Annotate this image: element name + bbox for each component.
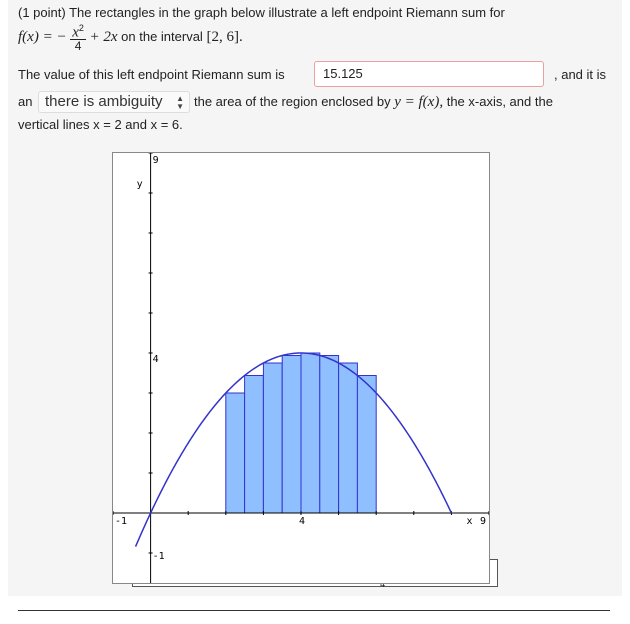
riemann-rect-5 [301, 353, 320, 513]
x-tick-label: x [466, 516, 473, 527]
comparison-select[interactable] [38, 91, 190, 113]
fx-label: f(x) = − [18, 29, 67, 46]
x-tick-label: -1 [115, 516, 128, 527]
riemann-graph-frame [112, 152, 490, 584]
riemann-rect-6 [320, 356, 339, 514]
riemann-rect-1 [226, 393, 245, 513]
interval-text: on the interval [121, 29, 203, 45]
fx-rest: + 2x [89, 29, 118, 46]
value-suffix: , and it is [554, 67, 607, 82]
value-prefix: The value of this left endpoint Riemann sum is [18, 67, 285, 82]
select-arrows-icon: ▲ ▼ [176, 94, 184, 111]
an-label: an [18, 94, 33, 109]
riemann-rect-8 [357, 376, 376, 514]
riemann-rect-2 [245, 376, 264, 514]
area-sentence [194, 94, 553, 111]
interval: [2, 6]. [206, 29, 243, 46]
riemann-sum-answer-input[interactable]: 15.125 [314, 61, 544, 87]
riemann-graph [113, 153, 489, 583]
problem-intro: (1 point) The rectangles in the graph below illustrate a left endpoint Riemann sum for [18, 5, 505, 20]
fx-den: 4 [74, 39, 82, 54]
y-tick-label: -1 [152, 551, 165, 562]
area-text-1: the area of the region enclosed by [194, 94, 391, 109]
fx-exp: 2 [78, 23, 84, 33]
comparison-select-value: there is ambiguity [45, 93, 163, 110]
separator-line [18, 610, 610, 611]
area-eq: y = f(x), [394, 94, 444, 110]
riemann-rect-7 [339, 363, 358, 513]
x-tick-label: 9 [480, 516, 487, 527]
x-tick-label: 4 [299, 516, 306, 527]
y-tick-label: y [136, 179, 143, 190]
fx-fraction [70, 22, 86, 53]
area-text-2: the x-axis, and the [446, 94, 553, 109]
y-tick-label: 9 [152, 155, 159, 166]
riemann-rect-3 [263, 363, 282, 513]
y-tick-label: 4 [152, 354, 159, 365]
function-definition [18, 22, 243, 53]
riemann-rect-4 [282, 356, 301, 514]
fx-num: x [72, 24, 79, 41]
vertical-lines-text: vertical lines x = 2 and x = 6. [18, 117, 183, 132]
